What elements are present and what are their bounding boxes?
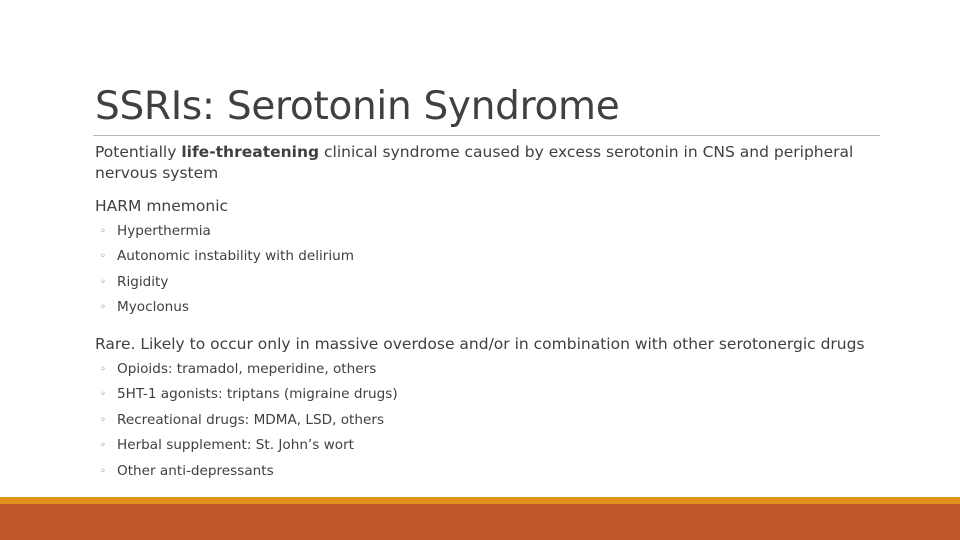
list-item <box>100 408 398 433</box>
list-item <box>100 295 354 320</box>
bullet-icon: ◦ <box>100 414 106 426</box>
intro-text-start: Potentially <box>95 143 182 161</box>
intro-bold-term: life-threatening <box>181 143 320 161</box>
list-item-text: 5HT-1 agonists: triptans (migraine drugs) <box>117 386 398 403</box>
title-divider <box>93 135 880 136</box>
list-item <box>100 270 354 295</box>
bullet-icon: ◦ <box>100 465 106 477</box>
list-item <box>100 219 354 244</box>
list-item-text: Opioids: tramadol, meperidine, others <box>117 361 377 377</box>
list-item-text: Autonomic instability with delirium <box>117 248 355 265</box>
list-item <box>100 459 398 484</box>
list-item <box>100 382 398 407</box>
intro-paragraph <box>95 142 885 184</box>
list-item <box>100 433 398 458</box>
bullet-icon: ◦ <box>100 276 106 288</box>
footer-band <box>0 504 960 540</box>
footer-accent-band <box>0 497 960 504</box>
list-item <box>100 244 354 269</box>
list-item-text: Recreational drugs: MDMA, LSD, others <box>117 411 385 428</box>
bullet-icon: ◦ <box>100 364 106 375</box>
list-item-text: Hyperthermia <box>117 223 211 239</box>
bullet-icon: ◦ <box>100 251 106 263</box>
section-heading-rare: Rare. Likely to occur only in massive overdose and/or in combination with other serotonergic drugs <box>95 335 865 353</box>
bullet-icon: ◦ <box>100 440 106 452</box>
slide-title: SSRIs: Serotonin Syndrome <box>95 84 620 129</box>
harm-list <box>100 219 354 321</box>
section-heading-harm: HARM mnemonic <box>95 197 229 215</box>
bullet-icon: ◦ <box>100 302 106 314</box>
serotonergic-drugs-list <box>100 357 398 484</box>
list-item-text: Rigidity <box>117 273 169 290</box>
list-item-text: Myoclonus <box>117 299 189 316</box>
list-item-text: Other anti-depressants <box>117 462 274 479</box>
intro-text-end: clinical syndrome caused by excess serotonin in CNS and peripheral nervous system <box>95 143 854 182</box>
bullet-icon: ◦ <box>100 389 106 401</box>
list-item-text: Herbal supplement: St. John’s wort <box>117 437 355 454</box>
bullet-icon: ◦ <box>100 226 106 237</box>
list-item <box>100 357 398 382</box>
